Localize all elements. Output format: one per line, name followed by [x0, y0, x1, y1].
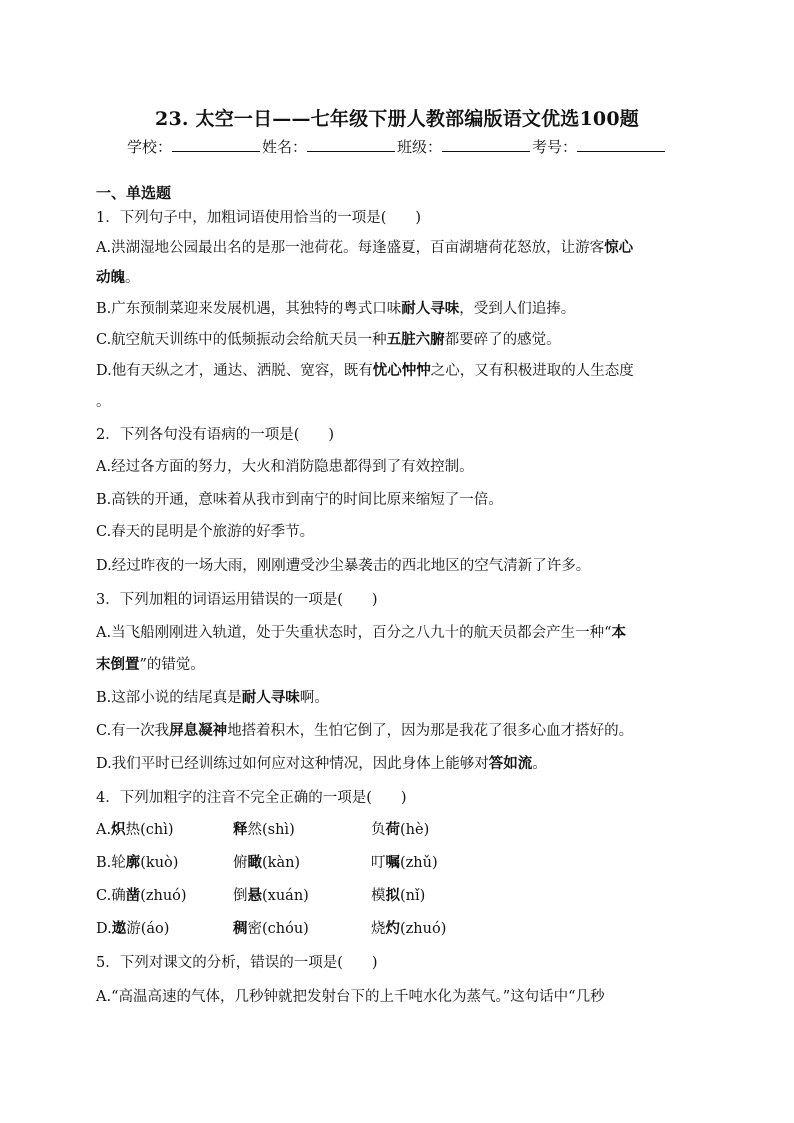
q3-option-a: A.当飞船刚刚进入轨道，处于失重状态时，百分之八九十的航天员都会产生一种“本	[96, 624, 626, 641]
q1-option-a: A.洪湖湿地公园最出名的是那一池荷花。每逢盛夏，百亩湖塘荷花怒放，让游客惊心	[96, 239, 634, 256]
q4-c-word3: 模拟(nǐ)	[371, 887, 426, 904]
q3-option-b: B.这部小说的结尾真是耐人寻味啊。	[96, 689, 329, 706]
q4-d-word3: 烧灼(zhuó)	[371, 920, 447, 937]
q5-option-a: A.“高温高速的气体，几秒钟就把发射台下的上千吨水化为蒸气。”这句话中“几秒	[96, 989, 605, 1005]
q4-d-word2: 稠密(chóu)	[233, 920, 309, 937]
q4-c-word1: C.确凿(zhuó)	[96, 887, 187, 904]
student-info-line	[0, 136, 794, 157]
q1-option-d-cont: 。	[96, 394, 111, 410]
q4-a-word3: 负荷(hè)	[371, 821, 430, 838]
name-label: 姓名：	[261, 138, 307, 156]
number-blank[interactable]	[577, 137, 665, 152]
q4-option-d	[96, 917, 696, 937]
q2-stem: 2．下列各句没有语病的一项是( )	[96, 427, 335, 443]
q3-option-c: C.有一次我屏息凝神地搭着积木，生怕它倒了，因为那是我花了很多心血才搭好的。	[96, 722, 634, 739]
name-blank[interactable]	[307, 137, 395, 152]
q1-option-b: B.广东预制菜迎来发展机遇，其独特的粤式口味耐人寻味，受到人们追捧。	[96, 300, 576, 317]
q1-stem: 1．下列句子中，加粗词语使用恰当的一项是( )	[96, 210, 422, 226]
q3-stem: 3．下列加粗的词语运用错误的一项是( )	[96, 592, 378, 608]
q2-option-b: B.高铁的开通，意味着从我市到南宁的时间比原来缩短了一倍。	[96, 492, 503, 508]
q4-b-word3: 叮嘱(zhǔ)	[371, 854, 438, 871]
page-title: 23. 太空一日——七年级下册人教部编版语文优选100题	[155, 108, 639, 130]
q1-option-c: C.航空航天训练中的低频振动会给航天员一种五脏六腑都要碎了的感觉。	[96, 331, 561, 348]
q4-a-word2: 释然(shì)	[233, 821, 295, 838]
q1-option-a-cont: 动魄。	[96, 269, 140, 286]
q4-option-a	[96, 818, 696, 838]
section-heading: 一、单选题	[96, 184, 172, 202]
q4-option-c	[96, 884, 696, 904]
q4-a-word1: A.炽热(chì)	[96, 821, 174, 838]
q4-c-word2: 倒悬(xuán)	[233, 887, 309, 904]
class-label: 班级：	[397, 138, 443, 156]
q4-d-word1: D.遨游(áo)	[96, 920, 170, 937]
school-label: 学校：	[126, 138, 172, 156]
class-blank[interactable]	[442, 137, 530, 152]
q4-b-word1: B.轮廓(kuò)	[96, 854, 179, 871]
number-label: 考号：	[532, 138, 578, 156]
q2-option-d: D.经过昨夜的一场大雨，刚刚遭受沙尘暴袭击的西北地区的空气清新了许多。	[96, 558, 591, 574]
q4-option-b	[96, 851, 696, 871]
q3-option-d: D.我们平时已经训练过如何应对这种情况，因此身体上能够对答如流。	[96, 755, 547, 772]
q1-option-d: D.他有天纵之才，通达、洒脱、宽容，既有忧心忡忡之心，又有积极进取的人生态度	[96, 362, 634, 379]
school-blank[interactable]	[172, 137, 260, 152]
q4-b-word2: 俯瞰(kàn)	[233, 854, 301, 871]
q4-stem: 4．下列加粗字的注音不完全正确的一项是( )	[96, 790, 407, 806]
q3-option-a-cont: 末倒置”的错觉。	[96, 656, 205, 673]
q2-option-a: A.经过各方面的努力，大火和消防隐患都得到了有效控制。	[96, 459, 474, 475]
q5-stem: 5．下列对课文的分析，错误的一项是( )	[96, 955, 378, 971]
q2-option-c: C.春天的昆明是个旅游的好季节。	[96, 524, 315, 540]
